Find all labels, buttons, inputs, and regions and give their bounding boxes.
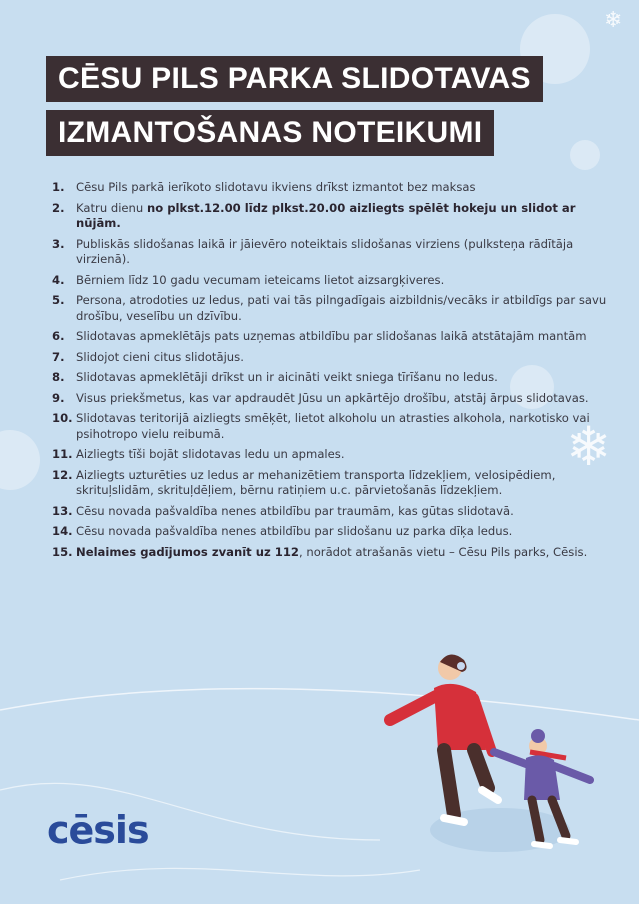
rule-text [76, 447, 612, 463]
rule-item [52, 201, 612, 232]
snowflake-icon: ❄ [566, 415, 612, 478]
rule-number: 6. [52, 329, 65, 343]
rule-number: 8. [52, 370, 65, 384]
rule-text-regular: Cēsu novada pašvaldība nenes atbildību par slidošanu uz parka dīķa ledus. [76, 524, 513, 538]
rule-text-regular: Aizliegts uzturēties uz ledus ar mehanizētiem transporta līdzekļiem, velosipēdiem, skrituļslidām, skrituļdēļiem, bērnu ratiņiem u.c. pārvietošanās līdzekļiem. [76, 467, 556, 497]
decor-bubble [0, 430, 40, 490]
rule-item [52, 350, 612, 366]
rule-text-regular: Persona, atrodoties uz ledus, pati vai tās pilngadīgais aizbildnis/vecāks ir atbildīgs par savu drošību, veselību un dzīvību. [76, 293, 607, 323]
rule-item [52, 391, 612, 407]
cesis-logo: cēsis [47, 808, 149, 852]
rule-number: 9. [52, 390, 65, 405]
rule-text-regular: Slidotavas apmeklētājs pats uzņemas atbildību par slidošanas laikā atstātajām mantām [76, 329, 587, 343]
rule-number: 7. [52, 349, 65, 364]
rule-item [52, 180, 612, 196]
rule-text-regular: Slidotavas apmeklētāji drīkst un ir aicināti veikt sniega tīrīšanu no ledus. [76, 370, 498, 384]
decor-bubble [570, 140, 600, 170]
rule-number: 4. [52, 272, 65, 287]
rule-text [76, 273, 612, 289]
rule-item [52, 545, 612, 561]
rule-text-regular: , norādot atrašanās vietu – Cēsu Pils parks, Cēsis. [299, 544, 588, 559]
title-line-1: CĒSU PILS PARKA SLIDOTAVAS [46, 56, 543, 102]
rule-item [52, 447, 612, 463]
snowflake-icon: ❄ [604, 8, 623, 33]
rule-text [76, 504, 612, 520]
skaters-illustration [370, 640, 610, 870]
rule-item [52, 524, 612, 540]
rule-text [76, 180, 612, 196]
rule-item [52, 273, 612, 289]
rule-number: 2. [52, 200, 65, 215]
rule-text-bold: Nelaimes gadījumos zvanīt uz 112 [76, 544, 299, 559]
rule-number: 15. [52, 544, 73, 559]
rule-text [76, 391, 612, 407]
rule-text-regular: Bērniem līdz 10 gadu vecumam ieteicams lietot aizsargķiveres. [76, 272, 445, 287]
rule-item [52, 504, 612, 520]
rule-number: 3. [52, 236, 65, 251]
rules-list [52, 180, 612, 565]
rule-text [76, 524, 612, 540]
rule-number: 14. [52, 524, 73, 538]
rule-text-regular: Slidojot cieni citus slidotājus. [76, 349, 244, 364]
rule-number: 13. [52, 503, 73, 518]
rule-number: 12. [52, 467, 73, 482]
rule-text [76, 329, 612, 345]
rule-text-regular: Aizliegts tīši bojāt slidotavas ledu un apmales. [76, 447, 345, 461]
rule-text-regular: Cēsu Pils parkā ierīkoto slidotavu ikviens drīkst izmantot bez maksas [76, 180, 476, 194]
rule-number: 1. [52, 180, 65, 194]
rule-text-regular: Katru dienu [76, 200, 147, 215]
rule-text-regular: Slidotavas teritorijā aizliegts smēķēt, lietot alkoholu un atrasties alkohola, narkotisko vai psihotropo vielu reibumā. [76, 411, 590, 441]
title-line-2: IZMANTOŠANAS NOTEIKUMI [46, 110, 494, 156]
rule-text [76, 350, 612, 366]
rule-text [76, 293, 612, 324]
rule-text [76, 370, 612, 386]
rule-text [76, 201, 612, 232]
rule-item [52, 370, 612, 386]
rule-text-regular: Publiskās slidošanas laikā ir jāievēro noteiktais slidošanas virziens (pulksteņa rādītāja virzienā). [76, 236, 574, 266]
rule-text [76, 468, 612, 499]
rule-number: 11. [52, 447, 73, 461]
rule-item [52, 293, 612, 324]
rule-text [76, 411, 612, 442]
rule-item [52, 237, 612, 268]
rule-number: 5. [52, 293, 65, 307]
rule-number: 10. [52, 411, 73, 425]
rule-text [76, 545, 612, 561]
rule-text-bold: no plkst.12.00 līdz plkst.20.00 aizliegts spēlēt hokeju un slidot ar nūjām. [76, 200, 576, 230]
rule-item [52, 468, 612, 499]
rule-text-regular: Visus priekšmetus, kas var apdraudēt Jūsu un apkārtējo drošību, atstāj ārpus slidotavas. [76, 390, 589, 405]
rule-item [52, 411, 612, 442]
rule-item [52, 329, 612, 345]
rule-text-regular: Cēsu novada pašvaldība nenes atbildību par traumām, kas gūtas slidotavā. [76, 503, 514, 518]
rule-text [76, 237, 612, 268]
